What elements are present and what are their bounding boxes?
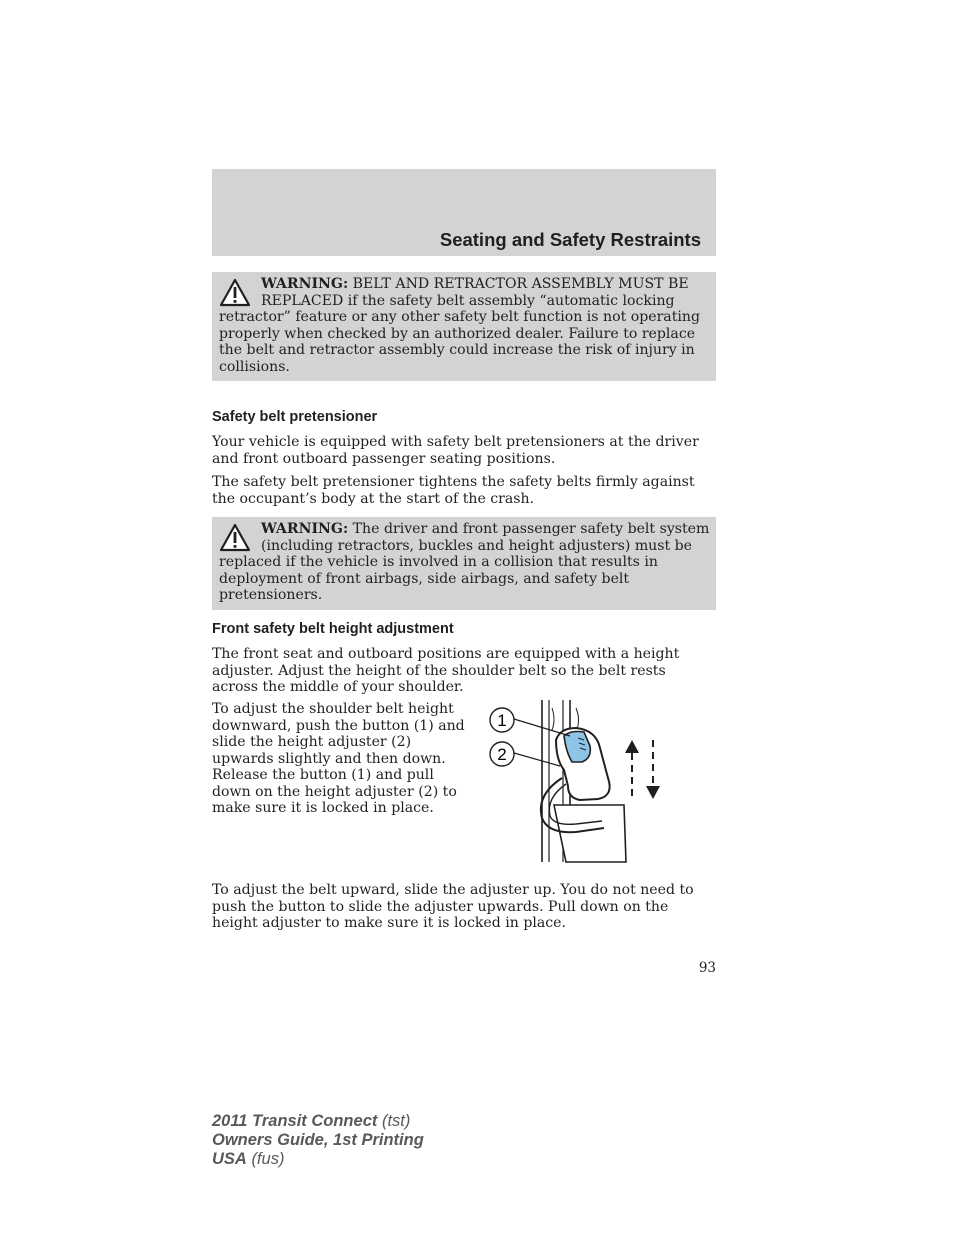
- paragraph: To adjust the shoulder belt height downward, push the button (1) and slide the height adjuster (2) upwards slightly and then down. Release the button (1) and pull down on the height adjuster (2) to make sure it is locked in place.: [212, 701, 465, 816]
- paragraph: The safety belt pretensioner tightens the safety belts firmly against the occupant’s body at the start of the crash.: [212, 474, 695, 507]
- section-header-band: [212, 169, 716, 256]
- footer-market-code: (fus): [251, 1150, 285, 1168]
- warning-label: WARNING:: [261, 521, 349, 537]
- callout-2: 2: [497, 745, 507, 764]
- footer-model-code: (tst): [381, 1112, 411, 1130]
- down-arrow-icon: [646, 740, 660, 799]
- warning-text: BELT AND RETRACTOR ASSEMBLY MUST BE REPLACED if the safety belt assembly “automatic locking retractor” feature or any other safety belt function is not operating properly when checked by an authorized dealer. Failure to replace the belt and retractor assembly could increase the risk of injury in collisions.: [219, 276, 700, 375]
- section-title: Seating and Safety Restraints: [439, 229, 701, 250]
- paragraph: Your vehicle is equipped with safety belt pretensioners at the driver and front outboard passenger seating positions.: [212, 434, 699, 467]
- warning-box-retractor: [212, 272, 716, 381]
- callout-1: 1: [497, 711, 507, 730]
- page-number: 93: [698, 960, 716, 976]
- warning-text: The driver and front passenger safety belt system (including retractors, buckles and height adjusters) must be replaced if the vehicle is involved in a collision that results in deployment of front airbags, side airbags, and safety belt pretensioners.: [219, 521, 710, 603]
- height-adjuster-illustration: [484, 700, 674, 865]
- document-footer: [212, 1112, 424, 1169]
- warning-triangle-icon: [219, 523, 251, 553]
- up-arrow-icon: [625, 740, 639, 800]
- footer-guide: Owners Guide, 1st Printing: [212, 1131, 424, 1149]
- paragraph: The front seat and outboard positions are equipped with a height adjuster. Adjust the height of the shoulder belt so the belt rests across the middle of your shoulder.: [212, 646, 680, 695]
- heading-height-adjustment: Front safety belt height adjustment: [212, 621, 454, 637]
- footer-market: USA: [212, 1150, 247, 1168]
- warning-box-pretensioner: [212, 517, 716, 610]
- footer-model: 2011 Transit Connect: [212, 1112, 378, 1130]
- warning-label: WARNING:: [261, 276, 349, 292]
- heading-pretensioner: Safety belt pretensioner: [212, 409, 378, 425]
- paragraph: To adjust the belt upward, slide the adjuster up. You do not need to push the button to slide the adjuster upwards. Pull down on the height adjuster to make sure it is locked in place.: [212, 882, 694, 931]
- warning-triangle-icon: [219, 278, 251, 308]
